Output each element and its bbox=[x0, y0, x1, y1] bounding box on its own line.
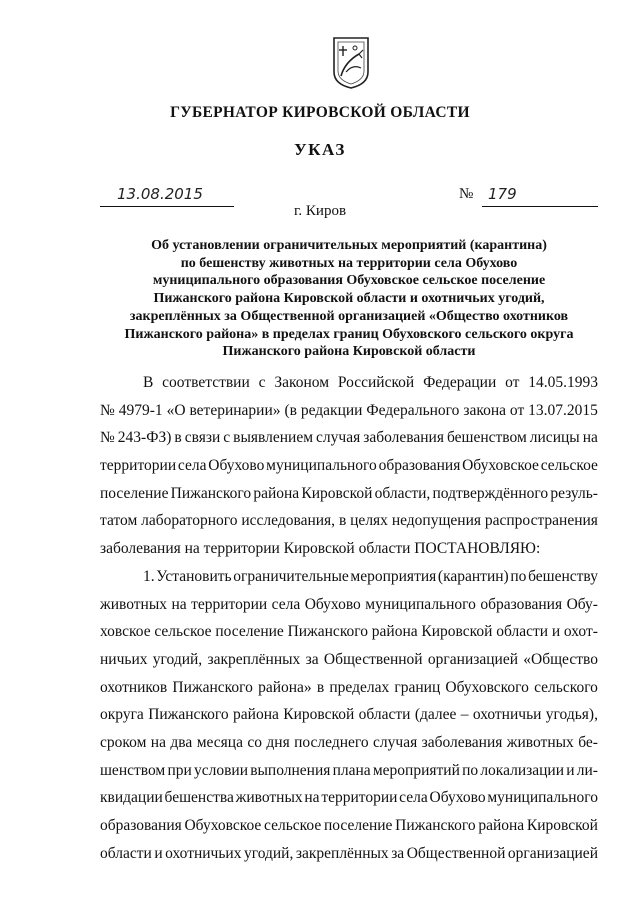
number-sign: № bbox=[459, 186, 474, 202]
body-line: квидации бешенства животных на территории села Обухово муниципального bbox=[100, 789, 598, 807]
title-line: Пижанского района Кировской области bbox=[222, 344, 476, 360]
document-title bbox=[100, 237, 598, 361]
title-line: закреплённых за Общественной организацией «Общество охотников bbox=[129, 308, 569, 324]
body-line: поселение Пижанского района Кировской области, подтверждённого резуль- bbox=[100, 484, 598, 502]
document-type: УКАЗ bbox=[294, 140, 346, 159]
title-line: Об установлении ограничительных мероприятий (карантина) bbox=[151, 238, 547, 253]
document-body bbox=[100, 369, 598, 867]
body-line: территории села Обухово муниципального образования Обуховское сельское bbox=[100, 457, 598, 475]
issuing-authority: ГУБЕРНАТОР КИРОВСКОЙ ОБЛАСТИ bbox=[170, 104, 470, 121]
title-line: Пижанского района Кировской области и охотничьих угодий, bbox=[153, 291, 545, 307]
body-line: татом лабораторного исследования, в целях недопущения распространения bbox=[100, 512, 598, 530]
title-line: Пижанского района» в пределах границ Обуховского сельского округа bbox=[124, 326, 574, 342]
body-line: № 243-ФЗ) в связи с выявлением случая заболевания бешенством лисицы на bbox=[100, 429, 598, 447]
body-line: № 4979-1 «О ветеринарии» (в редакции Федерального закона от 13.07.2015 bbox=[100, 401, 598, 419]
body-line: округа Пижанского района Кировской области (далее – охотничьи угодья), bbox=[100, 706, 598, 724]
issue-city: г. Киров bbox=[293, 203, 347, 219]
title-line: по бешенству животных на территории села Обухово bbox=[180, 255, 518, 271]
body-line: животных на территории села Обухово муниципального образования Обу- bbox=[100, 595, 598, 613]
body-line: сроком на два месяца со дня последнего случая заболевания животных бе- bbox=[100, 733, 598, 751]
body-line: образования Обуховское сельское поселение Пижанского района Кировской bbox=[100, 817, 598, 834]
body-line: шенством при условии выполнения плана мероприятий по локализации и ли- bbox=[100, 761, 598, 779]
coat-of-arms-emblem bbox=[331, 36, 371, 90]
body-line: области и охотничьих угодий, закреплённых за Общественной организацией bbox=[100, 844, 598, 862]
document-number: 179 bbox=[488, 185, 517, 203]
body-line: 1. Установить ограничительные мероприятия (карантин) по бешенству bbox=[143, 567, 598, 585]
document-date: 13.08.2015 bbox=[117, 185, 203, 203]
body-line: ничьих угодий, закреплённых за Общественной организацией «Общество bbox=[100, 650, 598, 668]
body-line: ховское сельское поселение Пижанского района Кировской области и охот- bbox=[100, 623, 598, 641]
title-line: муниципального образования Обуховское сельское поселение bbox=[152, 273, 546, 289]
body-line: В соответствии с Законом Российской Федерации от 14.05.1993 bbox=[143, 374, 598, 391]
body-line: заболевания на территории Кировской области ПОСТАНОВЛЯЮ: bbox=[100, 540, 541, 558]
body-line: охотников Пижанского района» в пределах границ Обуховского сельского bbox=[100, 678, 598, 696]
